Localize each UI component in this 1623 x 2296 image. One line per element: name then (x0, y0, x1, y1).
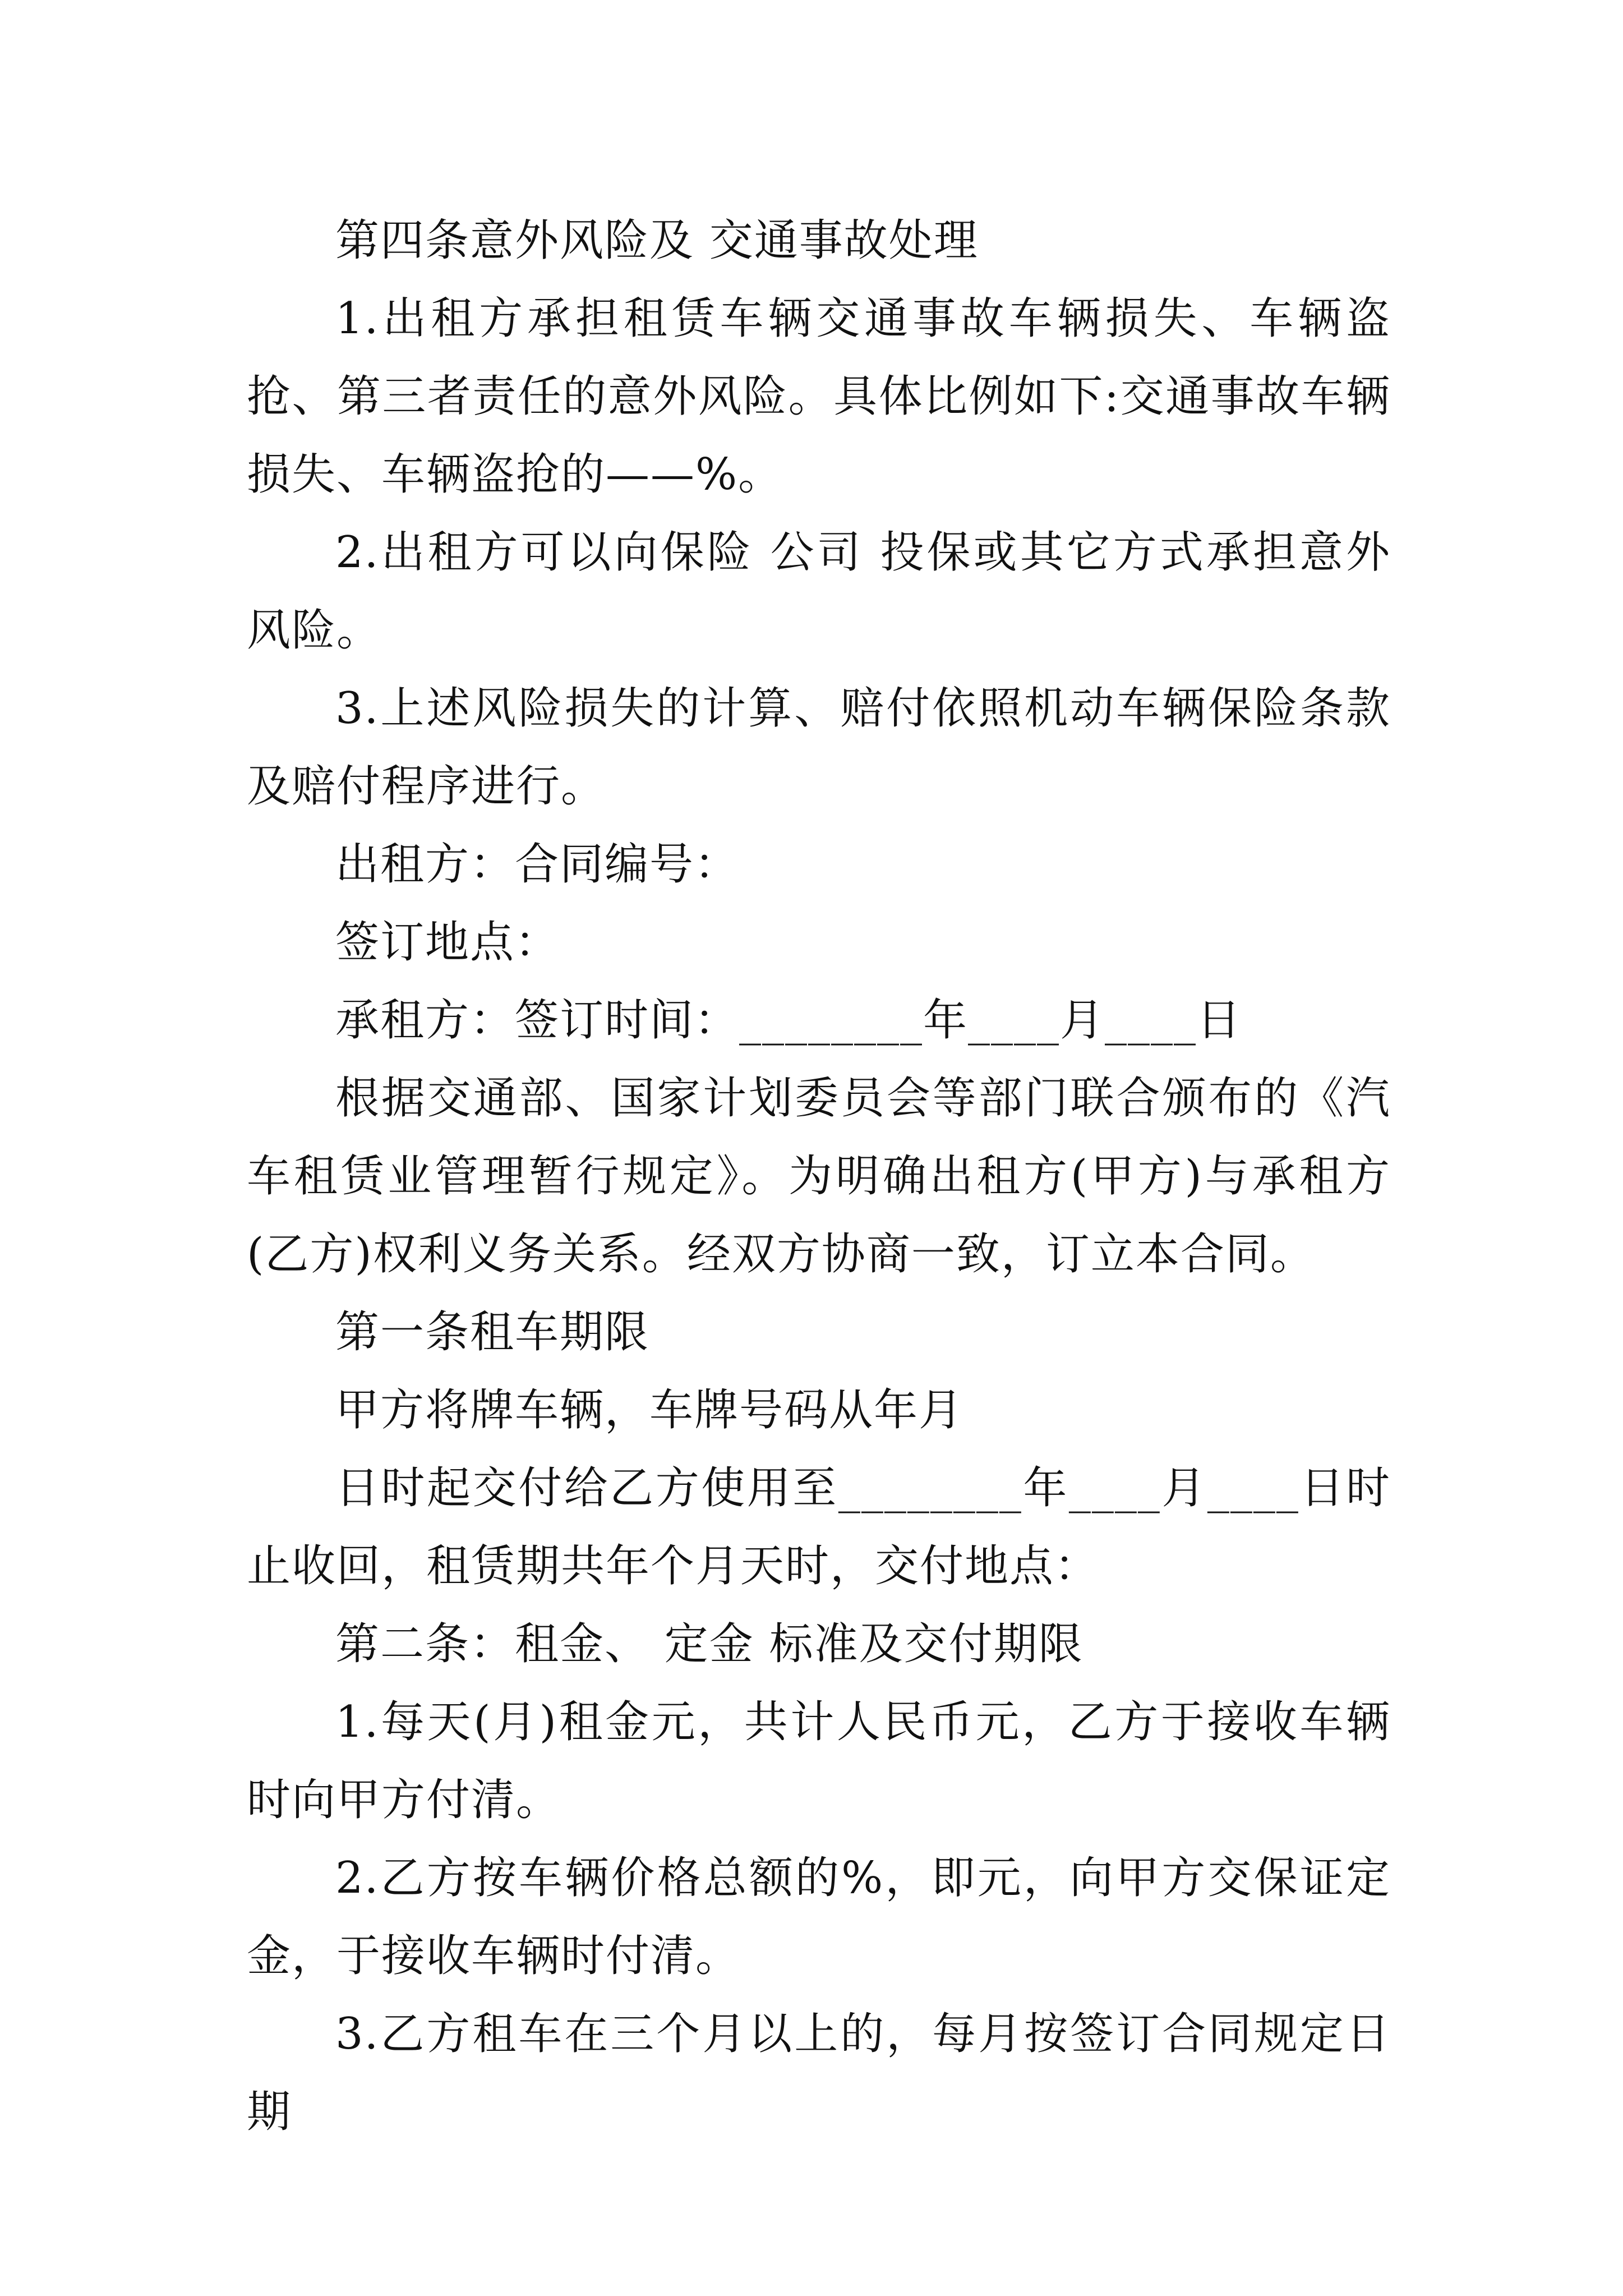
document-body (247, 202, 1391, 2151)
article-1-period-line: 日时起交付给乙方使用至________年____月____日时止收回，租赁期共年个月天时，交付地点： (247, 1463, 1391, 1591)
contract-preamble: 根据交通部、国家计划委员会等部门联合颁布的《汽车租赁业管理暂行规定》。为明确出租方(甲方)与承租方(乙方)权利义务关系。经双方协商一致，订立本合同。 (247, 1073, 1391, 1280)
article-4-clause-3: 3.上述风险损失的计算、赔付依照机动车辆保险条款及赔付程序进行。 (247, 683, 1391, 812)
signing-place-line: 签订地点： (335, 917, 560, 968)
article-2-heading: 第二条：租金、 定金 标准及交付期限 (335, 1619, 1083, 1669)
article-1-vehicle-line: 甲方将牌车辆，车牌号码从年月 (335, 1385, 964, 1435)
article-4-heading: 第四条意外风险及 交通事故处理 (335, 215, 979, 266)
article-2-clause-3: 3.乙方租车在三个月以上的，每月按签订合同规定日期 (247, 2009, 1391, 2137)
lessor-contract-number-line: 出租方：合同编号： (335, 839, 740, 890)
article-2-clause-1: 1.每天(月)租金元，共计人民币元，乙方于接收车辆时向甲方付清。 (247, 1697, 1391, 1825)
article-4-clause-2: 2.出租方可以向保险 公司 投保或其它方式承担意外风险。 (247, 527, 1391, 656)
lessee-signing-time-line: 承租方：签订时间：________年____月____日 (335, 995, 1242, 1046)
article-1-heading: 第一条租车期限 (335, 1307, 650, 1358)
article-4-clause-1: 1.出租方承担租赁车辆交通事故车辆损失、车辆盗抢、第三者责任的意外风险。具体比例如下:交通事故车辆损失、车辆盗抢的——%。 (247, 293, 1391, 500)
article-2-clause-2: 2.乙方按车辆价格总额的%，即元，向甲方交保证定金，于接收车辆时付清。 (247, 1853, 1391, 1981)
